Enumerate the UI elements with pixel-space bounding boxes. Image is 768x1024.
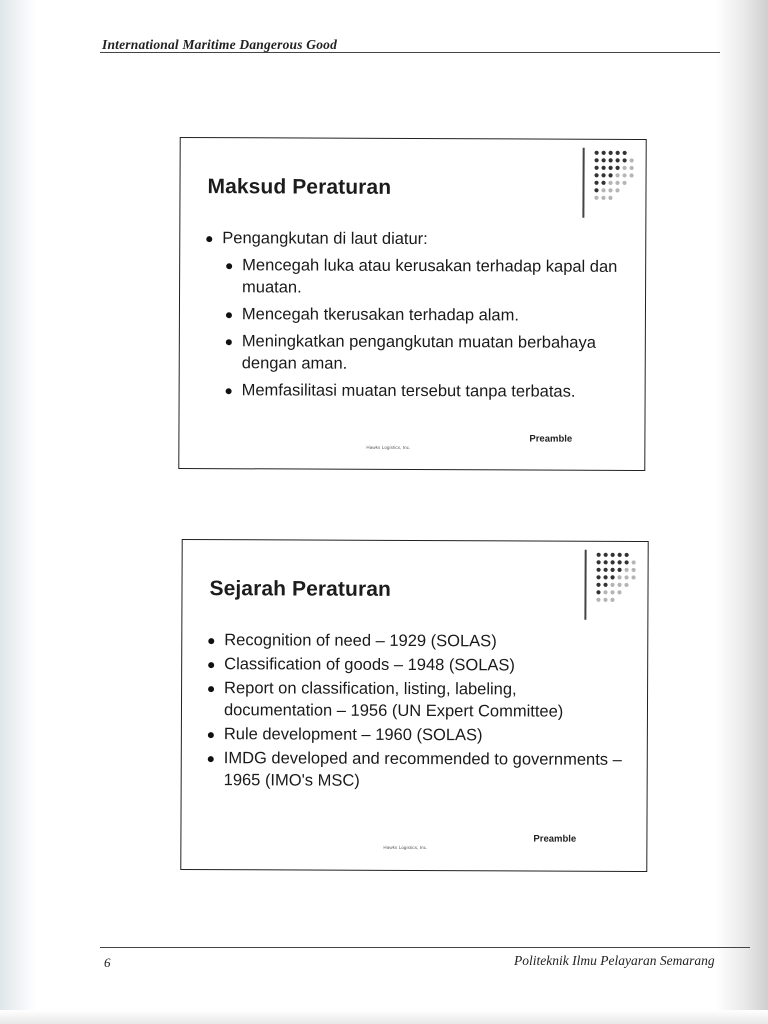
dot (596, 590, 600, 594)
dot (609, 158, 613, 162)
dot (624, 583, 628, 587)
dot (608, 196, 612, 200)
dot (594, 188, 598, 192)
footer-rule (100, 947, 750, 948)
slide-sejarah-peraturan (180, 539, 648, 872)
dot (608, 188, 612, 192)
dot (616, 151, 620, 155)
dot (624, 575, 628, 579)
bullet-item: Rule development – 1960 (SOLAS) (204, 723, 624, 747)
dot (594, 181, 598, 185)
title-accent-rule (582, 148, 584, 218)
dot (630, 158, 634, 162)
bullet-item: Mencegah luka atau kerusakan terhadap kapal dan muatan. (222, 254, 622, 300)
bullet-list (202, 227, 623, 408)
dot (615, 188, 619, 192)
slide-footer-credit: Hawks Logistics, Inc. (383, 844, 428, 851)
dot (615, 181, 619, 185)
dot (617, 568, 621, 572)
dot (617, 575, 621, 579)
slide-section-label: Preamble (529, 433, 573, 445)
dot (616, 158, 620, 162)
dot (608, 181, 612, 185)
dot-grid-icon (590, 148, 640, 218)
dot (596, 568, 600, 572)
dot (611, 553, 615, 557)
dot (596, 575, 600, 579)
dot (603, 568, 607, 572)
dot (622, 173, 626, 177)
dot (618, 553, 622, 557)
dot (629, 166, 633, 170)
scan-left-edge (0, 0, 36, 1024)
dot (603, 575, 607, 579)
slide-section-label: Preamble (533, 833, 577, 845)
bullet-list (204, 629, 625, 795)
dot (617, 583, 621, 587)
dot (632, 560, 636, 564)
running-footer: Politeknik Ilmu Pelayaran Semarang (514, 953, 715, 968)
dot (622, 181, 626, 185)
dot (618, 560, 622, 564)
bullet-item: IMDG developed and recommended to governments – 1965 (IMO's MSC) (204, 747, 624, 793)
slide-footer-credit: Hawks Logistics, Inc. (366, 444, 411, 450)
dot (610, 575, 614, 579)
dot (595, 158, 599, 162)
dot (597, 560, 601, 564)
dot (604, 560, 608, 564)
dot (623, 158, 627, 162)
dot (601, 166, 605, 170)
dot (615, 173, 619, 177)
bullet-item: Recognition of need – 1929 (SOLAS) (204, 629, 624, 653)
scan-bottom-edge (0, 1010, 768, 1024)
scan-right-edge (716, 0, 768, 1024)
dot-grid-icon (592, 550, 642, 620)
bullet-item: Classification of goods – 1948 (SOLAS) (204, 653, 624, 677)
slide-title: Maksud Peraturan (207, 175, 392, 199)
bullet-item: Mencegah tkerusakan terhadap alam. (222, 303, 622, 327)
header-rule (100, 52, 720, 53)
dot (610, 568, 614, 572)
bullet-item: Meningkatkan pengangkutan muatan berbahaya dengan aman. (222, 330, 622, 376)
dot (623, 151, 627, 155)
dot (622, 166, 626, 170)
slide-maksud-peraturan (178, 137, 646, 471)
dot (625, 560, 629, 564)
dot (601, 181, 605, 185)
bullet-item: Pengangkutan di laut diatur: (202, 227, 622, 251)
dot (610, 590, 614, 594)
dot (596, 583, 600, 587)
dot (594, 173, 598, 177)
dot (601, 188, 605, 192)
dot (625, 553, 629, 557)
dot (608, 166, 612, 170)
dot (603, 590, 607, 594)
dot (610, 583, 614, 587)
dot (624, 568, 628, 572)
dot (597, 553, 601, 557)
dot (604, 553, 608, 557)
dot (603, 583, 607, 587)
dot (610, 598, 614, 602)
bullet-item: Memfasilitasi muatan tersebut tanpa terbatas. (222, 379, 622, 403)
dot (602, 151, 606, 155)
dot (611, 560, 615, 564)
slide-title: Sejarah Peraturan (209, 577, 392, 601)
dot (601, 173, 605, 177)
dot (601, 196, 605, 200)
dot (594, 196, 598, 200)
title-accent-rule (584, 550, 586, 620)
dot (615, 166, 619, 170)
dot (617, 590, 621, 594)
dot (609, 151, 613, 155)
dot (603, 598, 607, 602)
dot (602, 158, 606, 162)
running-header: International Maritime Dangerous Good (102, 37, 338, 52)
page-number: 6 (104, 955, 111, 970)
dot (594, 166, 598, 170)
dot (596, 598, 600, 602)
dot (631, 568, 635, 572)
dot (608, 173, 612, 177)
dot (631, 575, 635, 579)
bullet-item: Report on classification, listing, labeling, documentation – 1956 (UN Expert Committee) (204, 677, 624, 723)
dot (629, 173, 633, 177)
dot (595, 151, 599, 155)
